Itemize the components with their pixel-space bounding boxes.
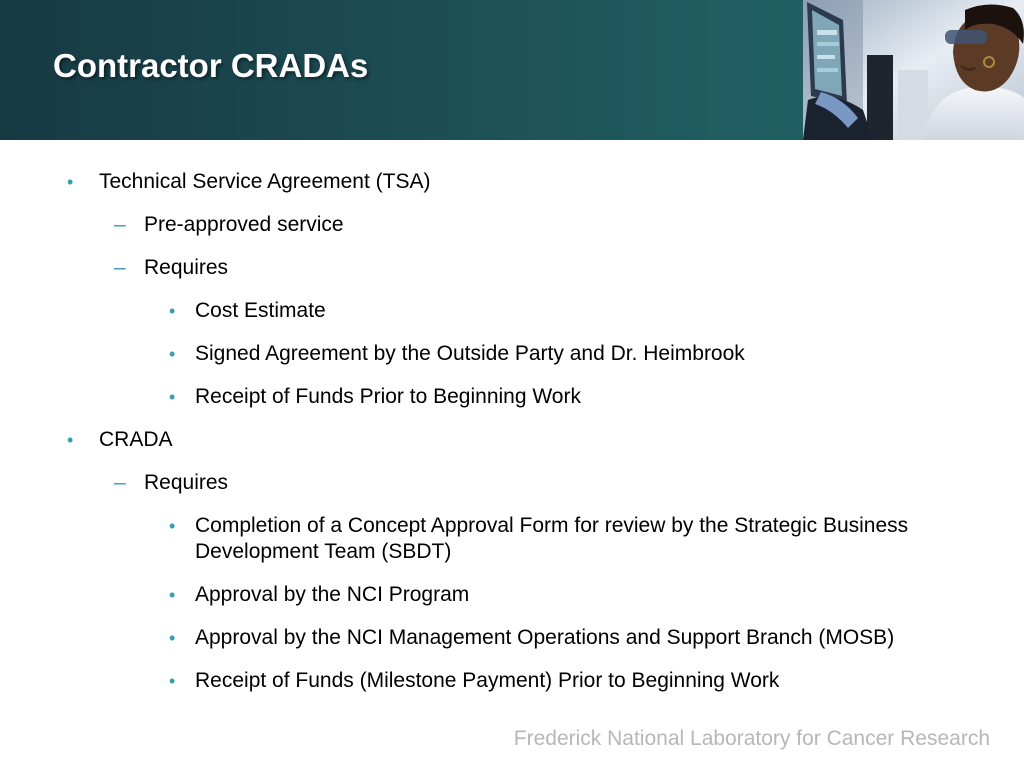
bullet-tsa-requires: Requires bbox=[144, 256, 229, 279]
bullet-dot: • bbox=[169, 628, 176, 648]
bullet-dot: • bbox=[169, 344, 176, 364]
bullet-crada-mosb: Approval by the NCI Management Operations and Support Branch (MOSB) bbox=[195, 626, 895, 649]
bullet-dash: – bbox=[114, 256, 126, 279]
bullet-dash: – bbox=[114, 213, 126, 236]
bullet-crada-requires: Requires bbox=[144, 471, 229, 494]
bullet-tsa-pre-approved: Pre-approved service bbox=[144, 213, 344, 236]
bullet-dot: • bbox=[67, 430, 74, 450]
bullet-dot: • bbox=[169, 301, 176, 321]
bullet-dot: • bbox=[67, 172, 74, 192]
bullet-tsa-receipt-funds: Receipt of Funds Prior to Beginning Work bbox=[195, 385, 581, 408]
slide-title: Contractor CRADAs bbox=[53, 47, 369, 84]
bullet-tsa-cost-estimate: Cost Estimate bbox=[195, 299, 326, 322]
bullet-dot: • bbox=[169, 585, 176, 605]
bullet-dot: • bbox=[169, 387, 176, 407]
bullet-dot: • bbox=[169, 671, 176, 691]
bullet-crada-nci-program: Approval by the NCI Program bbox=[195, 583, 470, 606]
bullet-crada-receipt-funds: Receipt of Funds (Milestone Payment) Prior to Beginning Work bbox=[195, 669, 780, 692]
bullet-tsa-signed-agreement: Signed Agreement by the Outside Party and Dr. Heimbrook bbox=[195, 342, 745, 365]
bullet-crada: CRADA bbox=[99, 428, 173, 451]
bullet-dash: – bbox=[114, 471, 126, 494]
bullet-crada-concept-form: Completion of a Concept Approval Form for review by the Strategic Business Development Team (SBDT) bbox=[195, 514, 909, 563]
bullet-tsa: Technical Service Agreement (TSA) bbox=[99, 170, 431, 193]
slide-footer: Frederick National Laboratory for Cancer Research bbox=[513, 727, 990, 750]
bullet-dot: • bbox=[169, 516, 176, 536]
